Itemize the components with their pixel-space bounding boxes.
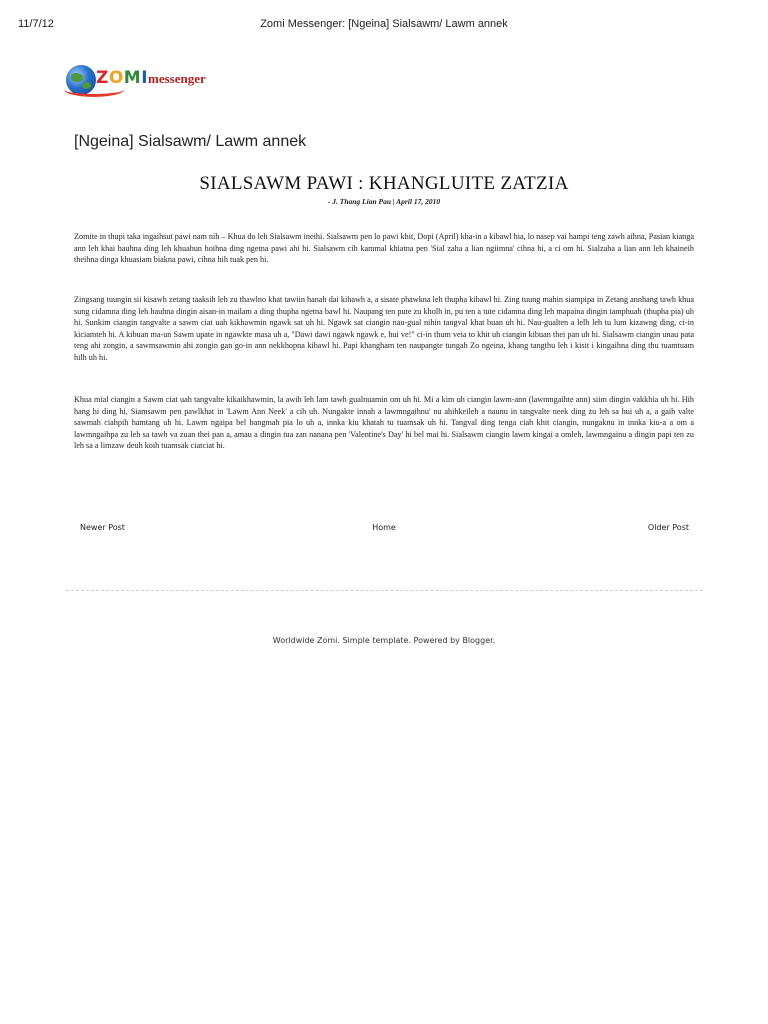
post-title: [Ngeina] Sialsawm/ Lawm annek xyxy=(74,133,307,150)
article-byline: - J. Thang Lian Pau | April 17, 2010 xyxy=(327,197,441,206)
article-paragraph: Khua mial ciangin a Sawm ciat uah tangvalte kikaikhawmin, la awih leh lam tawh gualnuamin om uh hi. Mi a kim uh ciangin lawm-ann (lawmngaihte ann) siim dingin vakkhia uh hi. Hih hang hi ding hi, Siamsawm pen pawlkhat in 'Lawm Ann Neek' a cih uh. Nungakte innah a lawmngaihnu' nu ahihkeileh a naunu in tangvalte neek ding zu leh sa hui uh a, a gaih valte sawmah ciahpih hamtang uh hi. Lawm ngaipa bel bangmah pia lo uh a, innka kiu khatah tu tuamsak uh hi. Tangval ding tenga ciah khit ciangin, nungaknu in innka kiu-a a om a lawmngaihpa zu leh sa tawh va zuan thei pan a, amau a dingin tua zan nanana pen 'Valentine's Day' hi bel mai hi. Sialsawm ciangin lawm kingai a omleh, lawmngainu a dingin papi ten zu leh sa a limzaw deuh koih tuamsak ciatciat hi. xyxy=(74,395,694,451)
footer-attribution: Worldwide Zomi. Simple template. Powered by Blogger. xyxy=(272,636,496,645)
logo-letter-z: Z xyxy=(96,68,109,88)
home-link[interactable]: Home xyxy=(372,523,396,532)
footer-divider xyxy=(66,590,703,591)
logo-zomi-wordmark xyxy=(96,68,148,88)
article-heading: SIALSAWM PAWI : KHANGLUITE ZATZIA xyxy=(199,173,569,194)
newer-post-link[interactable]: Newer Post xyxy=(80,523,125,532)
logo-letter-m: M xyxy=(123,68,142,88)
article-paragraph: Zingsang tuungin sii kisawh zetang taaksih leh zu thawlno khat tawiin hanah dai kihawh a, a sisate phawkna leh thupha kibawl hi. Zing tuung mahin siampipa in Zetang annhang tawh khua sung cidamna ding leh hauhna dingin aisan-in mailam a ding thupha ngetna bawl hi. Naupang ten pute zu kholh in, pu ten a tute cidamna ding leh mapaina dingin tamphuah (thupha pia) uh hi. Sunkim ciangin tangvalte a sawm ciat uah kikhawmin ngawk sat uh hi. Ngawk sat ciangin nau-gual nihin tangval khat buan uh hi. Nau-gualten a lelh leh tu lum kizawng ding, ci-in kiciamteh hi. A kibuan ma-un Sawm upate in ngawkte masa uh a, "Dawi dawi ngawk ngawk e, hui ve!" ci-in thum veia to khit uh ciangin kibuan thei pan uh hi. Sialsawm ciangin unau pata teng ahi zongin, a sawmsawmin ahi zongin gan go-in ann nekkhopna kibawl hi. Papi khangham ten naupangte tungah Zo ngeina, khang tangthu leh i kisit i kingaihna ding thu tuamtuam hilh uh hi. xyxy=(74,295,694,362)
logo-letter-o: O xyxy=(108,68,124,88)
print-page-title: Zomi Messenger: [Ngeina] Sialsawm/ Lawm annek xyxy=(260,18,508,30)
article-paragraph: Zomite in thupi taka ingaihsut pawi nam nih – Khua do leh Sialsawm ineihi. Sialsawm pen lo pawi khit, Dopi (April) kha-in a kibawl hia, lo nasep vai hampi teng zawh aihna, Pasian kianga ann leh khai hauhna ding leh khuahun hoihna ding ngetna pawi ahi hi. Sialsawm cih kammal khiatna pen 'Sial zaha a lian ngiimna' cihna hi, a ci om hi. Sialzaha a lian ann leh khaineih theihna dinga khuasiam biakna pawi, cihna hih tuak pen hi. xyxy=(74,232,694,265)
print-date: 11/7/12 xyxy=(18,18,54,30)
site-logo[interactable] xyxy=(64,62,214,102)
logo-letter-i: I xyxy=(141,68,149,88)
older-post-link[interactable]: Older Post xyxy=(647,523,689,532)
logo-messenger-wordmark: messenger xyxy=(148,71,206,86)
print-header xyxy=(0,18,768,34)
